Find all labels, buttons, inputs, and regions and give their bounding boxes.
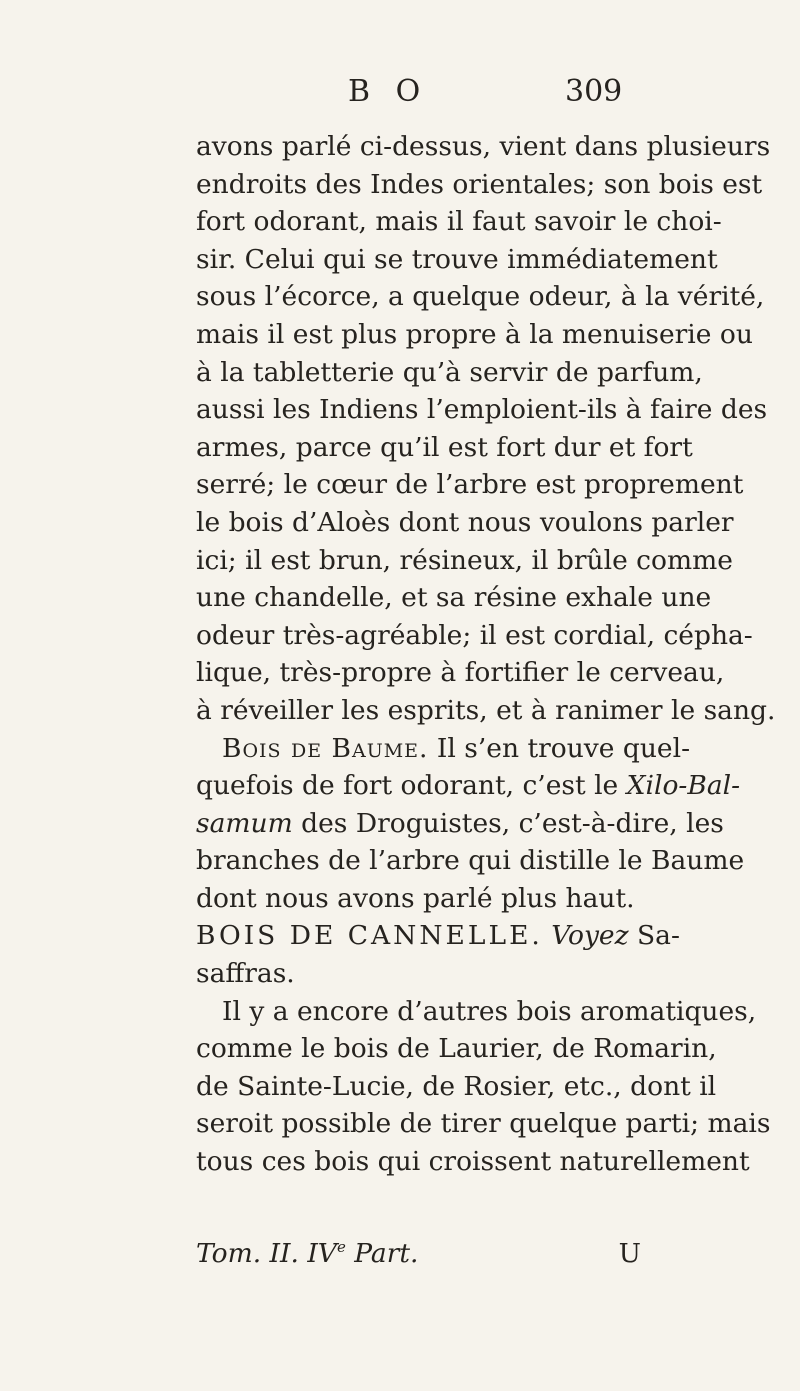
text-line: à la tabletterie qu’à servir de parfum, [196, 356, 703, 388]
text-line: sir. Celui qui se trouve immédiatement [196, 243, 718, 275]
signature-text [196, 1238, 418, 1269]
text-line: ici; il est brun, résineux, il brûle comme [196, 544, 733, 576]
entry-baume-line: branches de l’arbre qui distille le Baume [196, 845, 745, 877]
text-line: une chandelle, et sa résine exhale une [196, 582, 712, 614]
cross-reference-voyez: Voyez [551, 920, 629, 952]
text-line: le bois d’Aloès dont nous voulons parler [196, 506, 734, 538]
entry-baume-line [196, 730, 691, 768]
entry-cannelle-line [196, 917, 680, 955]
paragraph-line: tous ces bois qui croissent naturellement [196, 1146, 750, 1178]
paragraph-line: comme le bois de Laurier, de Romarin, [196, 1033, 717, 1065]
page-number: 309 [565, 74, 623, 109]
paragraph-line: Il y a encore d’autres bois aromatiques, [222, 995, 757, 1027]
text-line: armes, parce qu’il est fort dur et fort [196, 431, 693, 463]
entry-baume-line [196, 805, 724, 843]
signature-volume: Tom. II. IV [196, 1238, 337, 1269]
text-line: mais il est plus propre à la menuiserie ou [196, 318, 753, 350]
signature-mark: U [618, 1238, 641, 1269]
signature-part: Part. [345, 1238, 419, 1269]
text-line: lique, très-propre à fortifier le cerveau, [196, 657, 725, 689]
entry-baume-line: dont nous avons parlé plus haut. [196, 882, 635, 914]
entry-text: des Droguistes, c’est-à-dire, les [292, 807, 724, 839]
signature-line [196, 1238, 651, 1276]
entry-cannelle-line: saffras. [196, 958, 295, 990]
entry-text: quefois de fort odorant, c’est le [196, 770, 627, 802]
text-line: endroits des Indes orientales; son bois est [196, 168, 763, 200]
cross-reference-target: Sa- [637, 920, 680, 952]
text-line: serré; le cœur de l’arbre est proprement [196, 469, 744, 501]
text-line: avons parlé ci-dessus, vient dans plusieurs [196, 131, 771, 162]
entry-baume-line [196, 767, 741, 805]
text-line: aussi les Indiens l’emploient-ils à faire des [196, 394, 768, 426]
paragraph-line: seroit possible de tirer quelque parti; mais [196, 1108, 771, 1140]
latin-term: samum [196, 807, 293, 839]
running-header [0, 74, 800, 114]
entry-text: Il s’en trouve quel- [428, 732, 691, 764]
latin-term: Xilo-Bal- [626, 770, 741, 802]
paragraph-line: de Sainte-Lucie, de Rosier, etc., dont il [196, 1070, 717, 1102]
text-line: sous l’écorce, a quelque odeur, à la vérité, [196, 281, 765, 313]
text-line: odeur très-agréable; il est cordial, cépha- [196, 619, 753, 651]
text-line: fort odorant, mais il faut savoir le choi- [196, 206, 722, 238]
page-body [196, 128, 776, 1181]
text-line: à réveiller les esprits, et à ranimer le sang. [196, 694, 776, 726]
signature-superscript: e [336, 1238, 346, 1257]
entry-heading-cannelle: BOIS DE CANNELLE. [196, 920, 543, 952]
running-head: B O [348, 74, 429, 109]
entry-heading-baume: Bois de Baume. [222, 732, 429, 764]
